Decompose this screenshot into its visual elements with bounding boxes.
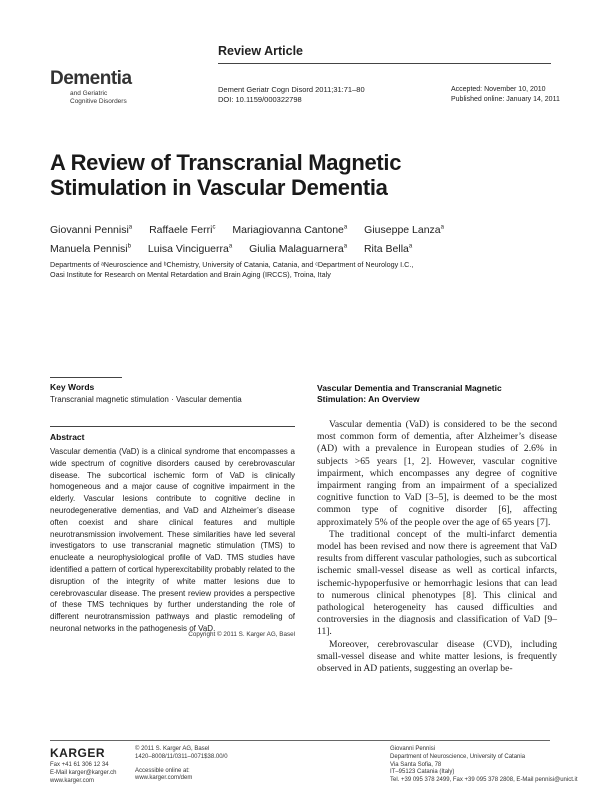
contact-tel: Tel. +39 095 378 2499, Fax +39 095 378 2808, E-Mail pennisi@unict.it <box>390 777 578 784</box>
publisher-web[interactable]: www.karger.com <box>50 777 95 784</box>
logo-sub-line-1: and Geriatric <box>70 90 108 97</box>
author-name: Luisa Vinciguerra$^a$ <box>147 243 233 255</box>
header-rule <box>218 63 551 64</box>
author-name: Rita Bella$^a$ <box>363 243 413 255</box>
doi-label: DOI: <box>218 94 236 104</box>
paragraph-1: Vascular dementia (VaD) is considered to be the second most common form of dementia, after Alzheimer’s disease (AD) with a prevalence in European studies of 2.6% in subjects >65 years [1, 2]. However, vascular cognitive impairment, which encompasses any degree of cognitive impairment ranging from an impairment of a specialized cognitive function to VaD [3–5], is deemed to be the most common type of cognitive disorder [6], affecting approximately 5% of the people over the age of 65 years [7]. <box>317 419 557 528</box>
footer-access: Accessible online at: <box>135 767 190 774</box>
contact-city: IT–95123 Catania (Italy) <box>390 769 455 776</box>
article-type-label: Review Article <box>218 44 303 58</box>
footer-rule <box>50 740 550 741</box>
affiliation-line-1: Departments of ᵃNeuroscience and ᵇChemistry, University of Catania, Catania, and ᶜDepartment of Neurology I.C., <box>50 260 414 269</box>
section-heading-line-1: Vascular Dementia and Transcranial Magnetic <box>317 383 502 393</box>
abstract-copyright: Copyright © 2011 S. Karger AG, Basel <box>188 631 295 638</box>
paragraph-3: Moreover, cerebrovascular disease (CVD), including small-vessel disease and white matter lesions, is frequently observed in AD patients, suggesting an overlap be- <box>317 638 557 675</box>
author-row-1 <box>50 219 570 239</box>
author-name: Giulia Malaguarnera$^a$ <box>249 243 348 255</box>
title-line-2: Stimulation in Vascular Dementia <box>50 175 388 200</box>
body-text <box>317 419 557 675</box>
contact-department: Department of Neuroscience, University of Catania <box>390 753 526 760</box>
paragraph-2: The traditional concept of the multi-infarct dementia model has been revised and now there is agreement that VaD results from different vascular pathologies, such as subcortical ischemic small-vessel disease as well as cortical infarcts, ischemic-hypoperfusive or hemorrhagic lesions that can lead to numerous clinical phenotypes [8]. This clinical and pathological heterogeneity has caused difficulties and controversies in the diagnosis and classification of VaD [9–11]. <box>317 528 557 638</box>
author-name: Giovanni Pennisi$^a$ <box>50 223 133 236</box>
keywords-rule <box>50 377 122 378</box>
citation: Dement Geriatr Cogn Disord 2011;31:71–80 <box>218 85 365 94</box>
section-heading-line-2: Stimulation: An Overview <box>317 394 420 404</box>
abstract-rule <box>50 426 295 427</box>
article-title <box>50 150 401 200</box>
doi-link[interactable]: 10.1159/000322798 <box>235 94 302 104</box>
doi-line <box>218 95 365 105</box>
affiliations <box>50 260 490 280</box>
copyright-block <box>135 746 228 783</box>
author-name: Giuseppe Lanza$^a$ <box>364 223 444 236</box>
contact-street: Via Santa Sofia, 78 <box>390 761 442 768</box>
keywords-heading: Key Words <box>50 382 95 392</box>
title-line-1: A Review of Transcranial Magnetic <box>50 150 402 175</box>
publisher-logo: KARGER <box>50 746 106 760</box>
journal-logo-subtitle <box>70 90 127 105</box>
publication-dates <box>451 85 560 104</box>
journal-logo: Dementia <box>50 68 132 89</box>
author-name: Raffaele Ferri$^c$ <box>149 223 216 236</box>
published-date: Published online: January 14, 2011 <box>451 95 560 103</box>
publisher-email: E-Mail karger@karger.ch <box>50 769 117 776</box>
author-name: Mariagiovanna Cantone$^a$ <box>232 223 348 236</box>
keywords-text: Transcranial magnetic stimulation · Vascular dementia <box>50 395 242 404</box>
author-name: Manuela Pennisi$^b$ <box>50 243 131 255</box>
correspondence-block <box>390 746 578 785</box>
abstract-text: Vascular dementia (VaD) is a clinical syndrome that encompasses a wide spectrum of cognitive disorders caused by cerebrovascular disease. The subcortical ischemic form of VaD is clinically homogeneous and a major cause of cognitive impairment in the elderly. Vascular lesions contribute to cognitive decline in neurodegenerative dementias, and VaD and Alzheimer’s disease often coexist and share clinical features and multiple neurotransmission involvement. These similarities have led several investigators to use transcranial magnetic stimulation (TMS) to enucleate a neurophysiological profile of VaD. TMS studies have identified a pattern of cortical hyperexcitability probably related to the disruption of the integrity of white matter lesions due to cerebrovascular disease. The present review provides a perspective of these TMS techniques by further understanding the role of different neurotransmission pathways and plastic remodeling of neuronal networks in the pathogenesis of VaD. <box>50 447 295 633</box>
footer-access-url[interactable]: www.karger.com/dem <box>135 775 193 782</box>
affiliation-line-2: Oasi Institute for Research on Mental Retardation and Brain Aging (IRCCS), Troina, Italy <box>50 270 331 279</box>
section-heading <box>317 383 557 405</box>
logo-sub-line-2: Cognitive Disorders <box>70 97 127 105</box>
footer-issn: 1420–8008/11/0311–0071$38.00/0 <box>135 753 228 760</box>
citation-block <box>218 85 365 104</box>
publisher-fax: Fax +41 61 306 12 34 <box>50 762 109 768</box>
publisher-contact <box>50 762 116 785</box>
contact-name: Giovanni Pennisi <box>390 746 436 752</box>
footer-copyright: © 2011 S. Karger AG, Basel <box>135 746 210 752</box>
accepted-date: Accepted: November 10, 2010 <box>451 86 546 93</box>
abstract-heading: Abstract <box>50 432 85 442</box>
author-list <box>50 219 570 258</box>
author-row-2 <box>50 239 570 259</box>
